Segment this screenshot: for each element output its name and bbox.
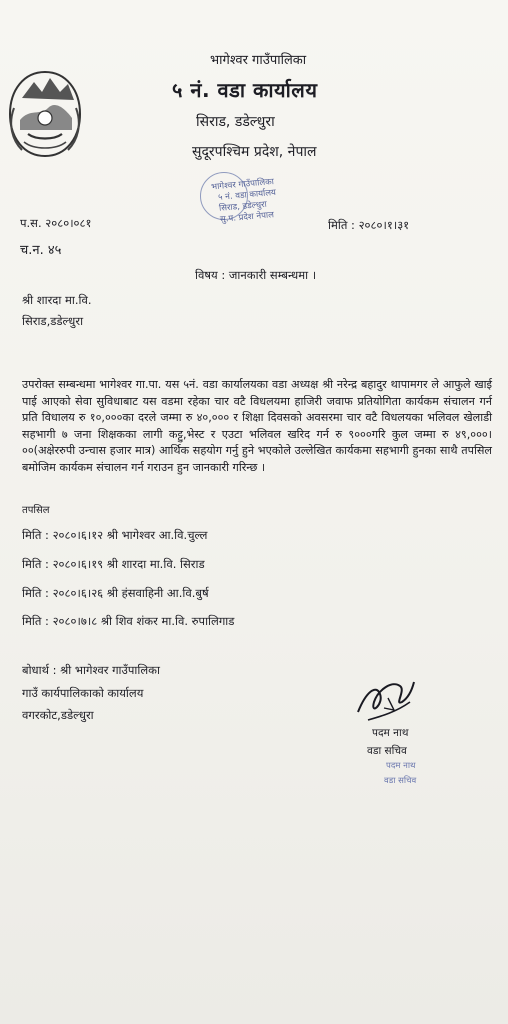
cc-line-1: बोधार्थ : श्री भागेश्वर गाउँपालिका [22, 663, 160, 677]
signature-icon [348, 672, 418, 732]
signatory-name: पदम नाथ [372, 727, 409, 739]
province-name: सुदूरपश्चिम प्रदेश, नेपाल [192, 144, 317, 160]
recipient-address: सिराड,डडेल्धुरा [22, 314, 84, 328]
office-stamp [211, 174, 317, 260]
municipality-name: भागेश्वर गाउँपालिका [210, 53, 307, 68]
letter-chalani-number: च.न. ४५ [20, 243, 62, 258]
cc-line-3: वगरकोट,डडेल्धुरा [22, 708, 94, 722]
stamp-line: भागेश्वर गाउँपालिका [210, 177, 275, 193]
schedule-item: मिति : २०८०।७।८ श्री शिव शंकर मा.वि. रुपालिगाड [22, 614, 235, 628]
tapsil-label: तपसिल [22, 505, 50, 516]
letter-date: मिति : २०८०।१।३१ [328, 218, 410, 232]
signatory-title: वडा सचिव [367, 745, 407, 757]
nepal-emblem-icon [6, 68, 84, 160]
cc-line-2: गाउँ कार्यपालिकाको कार्यालय [22, 686, 144, 700]
office-location: सिराड, डडेल्धुरा [196, 114, 275, 130]
letter-ps-number: प.स. २०८०।०८१ [20, 216, 92, 230]
letter-body: उपरोक्त सम्बन्धमा भागेश्वर गा.पा. यस ५नं. वडा कार्यालयका वडा अध्यक्ष श्री नरेन्द्र बहादुर थापामगर ले आफुले खाई पाई आएको सेवा सुविधाबाट यस वडमा रहेका चार वटै विधलयमा हाजिरी जवाफ प्रतियोगिता कार्यकम संचालन गर्न प्रति विधालय रु १०,०००का दरले जम्मा रु ४०,००० र शिक्षा दिवसको अवसरमा चार वटै विधलयका भलिवल खेलाडी सहभागी ७ जना शिक्षकका लागी कट्टु,भेस्ट र एउटा भलिवल खरिद गर्न रु ९०००गरि कुल जम्मा रु ४९,०००।००(अक्षेररुपी उन्चास हजार मात्र) आर्थिक सहयोग गर्नु हुने भएकोले उल्लेखित कार्यकमा सहभागी हुनका साथै तपसिल बमोजिम कार्यकम संचालन गर्न गराउन हुन जानकारी गरिन्छ । [22, 378, 492, 474]
schedule-item: मिति : २०८०।६।२६ श्री हंसवाहिनी आ.वि.बुर्ष [22, 586, 209, 600]
letter-subject: विषय : जानकारी सम्बन्धमा । [195, 268, 317, 282]
schedule-item: मिति : २०८०।६।१२ श्री भागेश्वर आ.वि.चुल्ल [22, 528, 208, 542]
recipient-name: श्री शारदा मा.वि. [22, 293, 92, 307]
signatory-stamp-name: पदम नाथ [386, 761, 416, 771]
signatory-stamp-title: वडा सचिव [384, 776, 417, 786]
stamp-line: सिराड, डडेल्धुरा [218, 199, 268, 214]
office-name: ५ नं. वडा कार्यालय [172, 78, 318, 102]
stamp-line: ५ नं. वडा कार्यालय [217, 187, 277, 203]
schedule-item: मिति : २०८०।६।१९ श्री शारदा मा.वि. सिराड [22, 557, 205, 571]
stamp-line: सु.प. प्रदेश नेपाल [219, 210, 275, 225]
